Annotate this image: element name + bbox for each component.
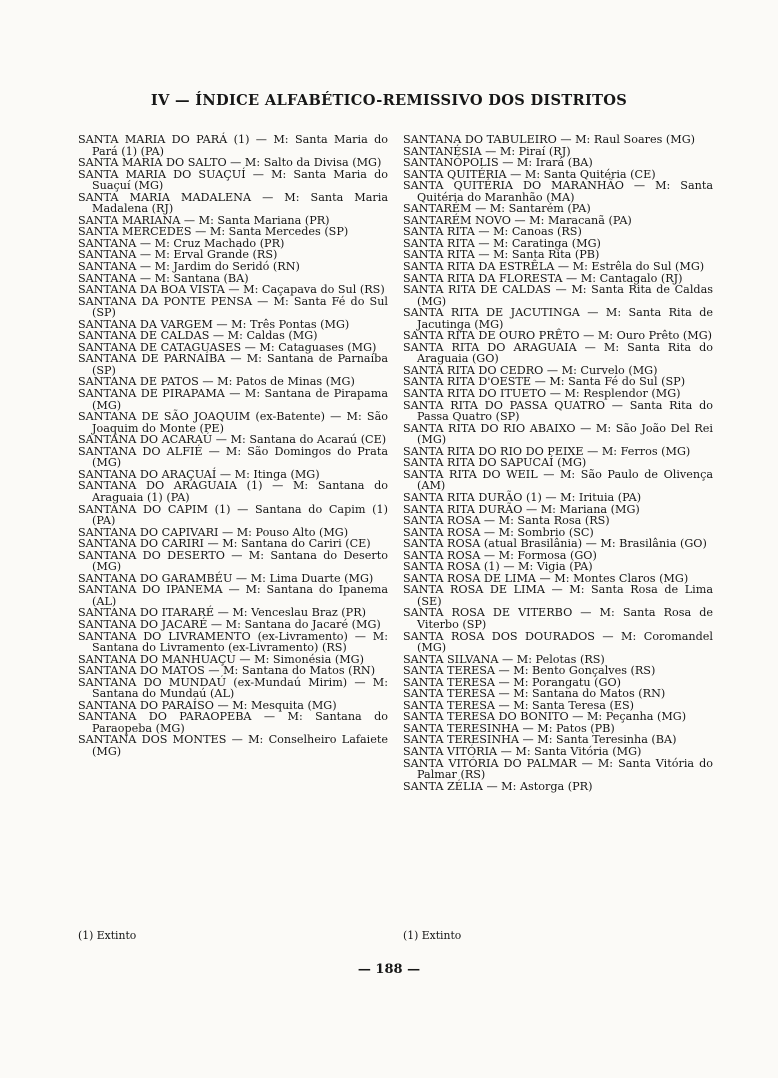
index-entry: SANTA MARIA MADALENA — M: Santa Maria Madalena (RJ) — [78, 190, 388, 216]
index-entry: SANTA TERESINHA — M: Santa Teresinha (BA) — [403, 733, 677, 747]
index-entry: SANTANA DE SÃO JOAQUIM (ex-Batente) — M: São Joaquim do Monte (PE) — [78, 410, 388, 435]
index-entry: SANTANA DA PONTE PENSA — M: Santa Fé do Sul (SP) — [78, 294, 388, 320]
index-entry: SANTANÉSIA — M: Piraí (RJ) — [403, 144, 571, 158]
index-entry: SANTA RITA — M: Caratinga (MG) — [403, 236, 601, 250]
index-entry: SANTA RITA DO WEIL — M: São Paulo de Olivença (AM) — [403, 467, 713, 493]
index-entry: SANTANA — M: Cruz Machado (PR) — [78, 236, 285, 250]
index-entry: SANTA ROSA — M: Formosa (GO) — [403, 548, 597, 562]
index-entry: SANTA TERESA — M: Santa Teresa (ES) — [403, 698, 635, 712]
index-entry: SANTA VITÓRIA DO PALMAR — M: Santa Vitória do Palmar (RS) — [403, 756, 713, 782]
index-entry: SANTANA DO IPANEMA — M: Santana do Ipanema (AL) — [78, 583, 388, 608]
index-entry: SANTANA DO ARAGUAIA (1) — M: Santana do Araguaia (1) (PA) — [78, 479, 388, 504]
index-entry: SANTANA DO LIVRAMENTO (ex-Livramento) — M: Santana do Livramento (ex-Livramento) (RS) — [78, 629, 388, 655]
index-entry: SANTA VITÓRIA — M: Santa Vitória (MG) — [403, 744, 642, 758]
page-heading: IV — ÍNDICE ALFABÉTICO-REMISSIVO DOS DISTRITOS — [150, 92, 628, 109]
index-entry: SANTA RITA DE OURO PRÊTO — M: Ouro Prêto (MG) — [403, 329, 713, 343]
index-entry: SANTA MARIA DO SUAÇUÍ — M: Santa Maria do Suaçuí (MG) — [78, 167, 388, 193]
index-entry: SANTA RITA DE CALDAS — M: Santa Rita de Caldas (MG) — [403, 283, 713, 308]
index-entry: SANTA TERESA — M: Santana do Matos (RN) — [403, 687, 666, 701]
index-entry: SANTANA DO DESERTO — M: Santana do Deserto (MG) — [78, 548, 388, 574]
index-entry: SANTA MERCEDES — M: Santa Mercedes (SP) — [78, 225, 349, 239]
index-entry: SANTA RITA DURÃO (1) — M: Irituia (PA) — [403, 490, 642, 504]
footnote-left: (1) Extinto — [78, 929, 137, 942]
index-entry: SANTANÓPOLIS — M: Irará (BA) — [403, 156, 593, 170]
index-entry: SANTA ROSA DE VITERBO — M: Santa Rosa de Viterbo (SP) — [403, 606, 713, 631]
index-entry: SANTANA DO ARAÇUAÍ — M: Itinga (MG) — [78, 467, 320, 481]
index-entry: SANTANA DE CALDAS — M: Caldas (MG) — [78, 329, 318, 343]
index-entry: SANTA QUITÉRIA DO MARANHÃO — M: Santa Quitéria do Maranhão (MA) — [403, 179, 713, 204]
index-entry: SANTA RITA DURÃO — M: Mariana (MG) — [403, 502, 640, 516]
index-entry: SANTANA DO PARAOPEBA — M: Santana do Paraopeba (MG) — [78, 710, 388, 735]
index-entry: SANTA RITA DO PASSA QUATRO — Santa Rita do Passa Quatro (SP) — [403, 398, 713, 424]
index-entry: SANTA MARIA DO PARÁ (1) — M: Santa Maria do Pará (1) (PA) — [78, 133, 388, 158]
index-entry: SANTANA DO CAPIM (1) — Santana do Capim (1) (PA) — [78, 502, 388, 528]
index-entry: SANTANA — M: Jardim do Seridó (RN) — [78, 260, 300, 274]
page-number: — 188 — — [357, 962, 421, 977]
index-entry: SANTANA DO GARAMBÉU — M: Lima Duarte (MG) — [78, 571, 374, 585]
index-entry: SANTA SILVANA — M: Pelotas (RS) — [403, 652, 605, 666]
index-entry: SANTA TERESA — M: Bento Gonçalves (RS) — [403, 664, 656, 678]
index-entry: SANTA RITA — M: Canoas (RS) — [403, 225, 582, 239]
index-entry: SANTANA DA VARGEM — M: Três Pontas (MG) — [78, 317, 350, 331]
index-entry: SANTANA DE CATAGUASES — M: Cataguases (MG) — [78, 340, 377, 354]
index-entry: SANTANA DO ALFIÉ — M: São Domingos do Prata (MG) — [78, 444, 388, 470]
index-entry: SANTANA DO TABULEIRO — M: Raul Soares (MG) — [403, 133, 695, 146]
index-entry: SANTA TERESINHA — M: Patos (PB) — [403, 721, 615, 735]
index-entry: SANTANA DO PARAÍSO — M: Mesquita (MG) — [78, 698, 337, 712]
index-entry: SANTANA DE PARNAÍBA — M: Santana de Parnaíba (SP) — [78, 352, 388, 377]
index-entry: SANTA RITA DA ESTRÊLA — M: Estrêla do Sul (MG) — [403, 260, 705, 274]
index-entry: SANTA QUITÉRIA — M: Santa Quitéria (CE) — [403, 167, 656, 181]
index-entry: SANTANA DO ITARARÉ — M: Venceslau Braz (PR) — [78, 606, 366, 620]
index-entry: SANTA RITA DO RIO DO PEIXE — M: Ferros (MG) — [403, 444, 691, 458]
index-entry: SANTA ROSA DE LIMA — M: Santa Rosa de Lima (SE) — [403, 583, 713, 608]
index-entry: SANTA ROSA DOS DOURADOS — M: Coromandel (MG) — [403, 629, 713, 655]
index-entry: SANTARÉM — M: Santarém (PA) — [403, 202, 591, 216]
index-entry: SANTANA DE PIRAPAMA — M: Santana de Pirapama (MG) — [78, 387, 388, 412]
index-entry: SANTA RITA DO ITUETO — M: Resplendor (MG) — [403, 387, 681, 401]
index-entry: SANTA RITA DO RIO ABAIXO — M: São João Del Rei (MG) — [403, 421, 713, 447]
index-entry: SANTA ROSA DE LIMA — M: Montes Claros (MG) — [403, 571, 689, 585]
index-entry: SANTA TERESA DO BONITO — M: Peçanha (MG) — [403, 710, 687, 724]
index-entry: SANTARÉM NOVO — M: Maracanã (PA) — [403, 213, 632, 227]
index-entry: SANTA ROSA — M: Sombrio (SC) — [403, 525, 594, 539]
index-entry: SANTANA DO MATOS — M: Santana do Matos (RN) — [78, 664, 376, 678]
index-entry: SANTA ROSA — M: Santa Rosa (RS) — [403, 514, 610, 528]
index-entry: SANTA RITA DO ARAGUAIA — M: Santa Rita do Araguaia (GO) — [403, 340, 713, 366]
index-entry: SANTA ROSA (atual Brasilânia) — M: Brasilânia (GO) — [403, 537, 707, 551]
left-column — [78, 134, 388, 758]
index-entry: SANTANA DOS MONTES — M: Conselheiro Lafaiete (MG) — [78, 733, 388, 758]
index-entry: SANTANA — M: Santana (BA) — [78, 271, 249, 285]
index-entry: SANTA ROSA (1) — M: Vigia (PA) — [403, 560, 593, 574]
index-entry: SANTANA DE PATOS — M: Patos de Minas (MG) — [78, 375, 355, 389]
index-entry: SANTA RITA D'OESTE — M: Santa Fé do Sul (SP) — [403, 375, 686, 389]
index-entry: SANTA RITA DO CEDRO — M: Curvelo (MG) — [403, 363, 658, 377]
index-entry: SANTA RITA DO SAPUCAÍ (MG) — [403, 456, 587, 470]
index-entry: SANTANA — M: Erval Grande (RS) — [78, 248, 278, 262]
footnote-right: (1) Extinto — [403, 929, 462, 942]
index-entry: SANTA ZÉLIA — M: Astorga (PR) — [403, 779, 593, 793]
index-entry: SANTA MARIA DO SALTO — M: Salto da Divisa (MG) — [78, 156, 382, 170]
index-entry: SANTA MARIANA — M: Santa Mariana (PR) — [78, 213, 330, 227]
index-entry: SANTA TERESA — M: Porangatu (GO) — [403, 675, 622, 689]
index-entry: SANTANA DO MANHUAÇU — M: Simonésia (MG) — [78, 652, 364, 666]
index-entry: SANTA RITA — M: Santa Rita (PB) — [403, 248, 600, 262]
index-entry: SANTANA DO MUNDAÚ (ex-Mundaú Mirim) — M: Santana do Mundaú (AL) — [78, 675, 388, 701]
index-entry: SANTANA DO JACARÉ — M: Santana do Jacaré (MG) — [78, 617, 381, 631]
index-entry: SANTA RITA DE JACUTINGA — M: Santa Rita de Jacutinga (MG) — [403, 306, 713, 331]
index-entry: SANTANA DO CARIRI — M: Santana do Cariri (CE) — [78, 537, 371, 551]
index-entry: SANTA RITA DA FLORESTA — M: Cantagalo (RJ) — [403, 271, 683, 285]
index-entry: SANTANA DA BOA VISTA — M: Caçapava do Sul (RS) — [78, 283, 385, 297]
index-entry: SANTANA DO ACARAÚ — M: Santana do Acaraú (CE) — [78, 433, 387, 447]
right-column — [403, 134, 713, 792]
index-entry: SANTANA DO CAPIVARI — M: Pouso Alto (MG) — [78, 525, 349, 539]
